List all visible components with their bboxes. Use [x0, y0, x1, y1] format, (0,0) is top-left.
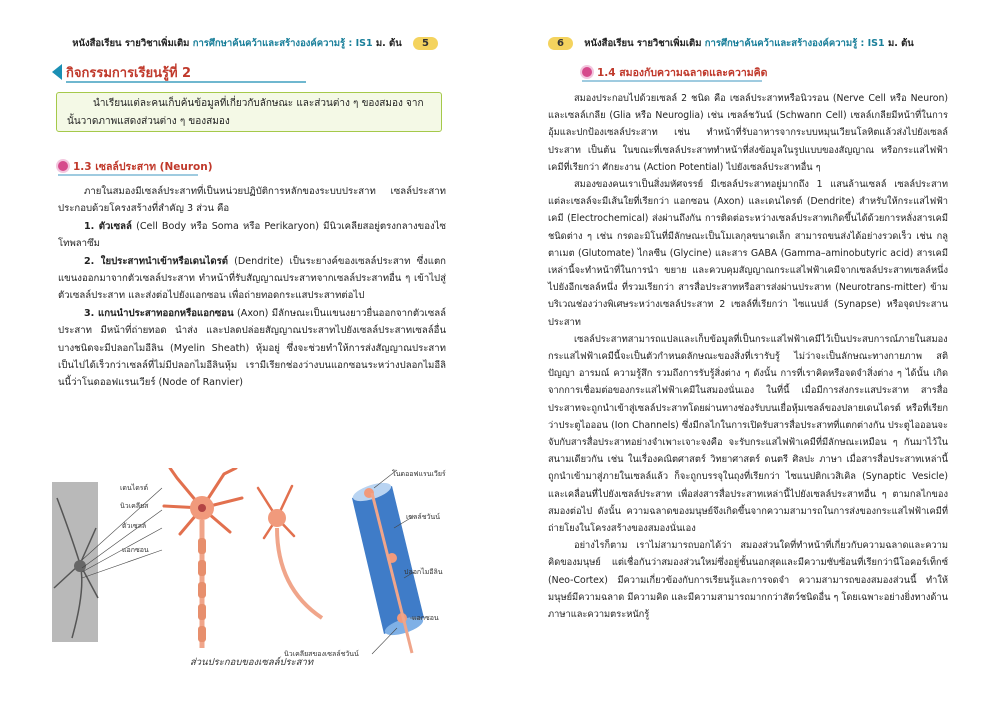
figure-label: โนดออฟแรนเวียร์ — [392, 470, 446, 478]
figure-label: เซลล์ชวันน์ — [406, 513, 440, 521]
neuron-figure — [52, 468, 452, 658]
micrograph-image — [52, 482, 98, 642]
paragraph: สมองประกอบไปด้วยเซลล์ 2 ชนิด คือ เซลล์ประสาทหรือนิวรอน (Nerve Cell หรือ Neuron) และเซลล์เกลีย (Glia หรือ Neuroglia) เช่น เซลล์ชวันน์ (Schwann Cell) เซลล์เกลียมีหน้าที่ในการอุ้มและปกป้องเซลล์ประสาท เช่น ทำหน้าที่รับอาหารจากระบบหมุนเวียนโลหิตแล้วส่งไปยังเซลล์ประสาท เป็นต้น ในขณะที่เซลล์ประสาททำหน้าที่ส่งข้อมูลในรูปแบบของสัญญาณ หรือกระแสไฟฟ้าเคมีที่เรียกว่า ศักยะงาน (Action Potential) ไปยังเซลล์ประสาทอื่น ๆ — [548, 93, 948, 173]
section-heading-text: 1.4 สมองกับความฉลาดและความคิด — [597, 67, 768, 79]
figure-label: ปลอกไมอีลิน — [404, 568, 443, 576]
divider — [66, 81, 306, 83]
body-text — [58, 183, 446, 392]
instruction-box — [56, 92, 442, 132]
page-header — [72, 36, 438, 51]
figure-label: เดนไดรต์ — [120, 484, 149, 492]
figure-label: ตัวเซลล์ — [122, 522, 147, 530]
paragraph: 2. ใยประสาทนำเข้าหรือเดนไดรต์ (Dendrite) เป็นระยางค์ของเซลล์ประสาท ซึ่งแตกแขนงออกมาจากตัวเซลล์ประสาท ทำหน้าที่รับสัญญาณประสาทจากเซลล์ประสาทอื่น ๆ เข้าไปสู่ตัวเซลล์ประสาท และส่งต่อไปยังแอกซอน เพื่อถ่ายทอดกระแสประสาทต่อไป — [58, 255, 446, 302]
book-title: หนังสือเรียน รายวิชาเพิ่มเติม — [584, 38, 702, 49]
paragraph: อย่างไรก็ตาม เราไม่สามารถบอกได้ว่า สมองส่วนใดที่ทำหน้าที่เกี่ยวกับความฉลาดและความคิดของมนุษย์ แต่เชื่อกันว่าสมองส่วนใหม่ซึ่งอยู่ชั้นนอกสุดและมีความซับซ้อนที่เรียกว่านีโอคอร์เท็กซ์ (Neo-Cortex) มีความเกี่ยวข้องกับการเรียนรู้และการจดจำ ความสามารถของสมองส่วนนี้ ทำให้มนุษย์มีความฉลาด มีความคิด และมีความสามารถมากกว่าสัตว์ชนิดอื่น ๆ โดยเฉพาะอย่างยิ่งทางด้านภาษาและความตระหนักรู้ — [548, 540, 948, 621]
paragraph: 1. ตัวเซลล์ (Cell Body หรือ Soma หรือ Perikaryon) มีนิวเคลียสอยู่ตรงกลางของไซโทพลาซึม — [58, 220, 447, 250]
paragraph: สมองของคนเราเป็นสิ่งมหัศจรรย์ มีเซลล์ประสาทอยู่มากถึง 1 แสนล้านเซลล์ เซลล์ประสาทแต่ละเซลล์จะมีเส้นใยที่เรียกว่า แอกซอน (Axon) และเดนไดรต์ (Dendrite) สำหรับให้กระแสไฟฟ้าเคมี (Electrochemical) ส่งผ่านถึงกัน การติดต่อระหว่างเซลล์ประสาทเกิดขึ้นได้ด้วยการหลั่งสารเคมีชนิดต่าง ๆ เช่น กรดอะมิโนที่มีลักษณะเป็นโมเลกุลขนาดเล็ก สามารถขนส่งได้อย่างรวดเร็ว เช่น กลูตาเมต (Glutomate) ไกลซีน (Glycine) และสาร GABA (Gamma–aminobutyric acid) สารเคมีเหล่านี้จะทำหน้าที่ในการนำ ขยาย และควบคุมสัญญาณกระแสไฟฟ้าเคมีจากเซลล์ประสาทเซลล์หนึ่งไปยังอีกเซลล์หนึ่ง ที่รวมเรียกว่า สารสื่อประสาทหรือสารส่งผ่านประสาท (Neurotrans-mitter) ข้ามบริเวณช่องว่างพิเศษระหว่างเซลล์ประสาท 2 เซลล์ที่เรียกว่า ไซแนปส์ (Synapse) หรือจุดประสานประสาท — [548, 179, 948, 328]
activity-title-text: กิจกรรมการเรียนรู้ที่ 2 — [66, 66, 192, 81]
body-text — [548, 90, 948, 623]
section-heading — [582, 64, 768, 80]
bullet-icon — [58, 161, 68, 171]
figure-label: แอกซอน — [412, 614, 439, 622]
subject-title: การศึกษาค้นคว้าและสร้างองค์ความรู้ : IS1 — [192, 38, 373, 49]
right-page — [500, 0, 1000, 710]
section-heading — [58, 158, 213, 174]
page-header — [548, 36, 914, 51]
figure-caption: ส่วนประกอบของเซลล์ประสาท — [190, 657, 314, 668]
level-label: ม. ต้น — [887, 38, 914, 49]
figure-label: แอกซอน — [122, 546, 149, 554]
paragraph: ภายในสมองมีเซลล์ประสาทที่เป็นหน่วยปฏิบัติการหลักของระบบประสาท เซลล์ประสาทประกอบด้วยโครงสร้างที่สำคัญ 3 ส่วน คือ — [58, 186, 446, 215]
divider — [582, 80, 762, 82]
bullet-icon — [582, 67, 592, 77]
activity-title — [52, 62, 312, 82]
section-heading-text: 1.3 เซลล์ประสาท (Neuron) — [73, 161, 213, 173]
neuron-illustration — [52, 468, 452, 658]
page-number: 5 — [413, 37, 438, 50]
paragraph: 3. แกนนำประสาทออกหรือแอกซอน (Axon) มีลักษณะเป็นแขนงยาวยื่นออกจากตัวเซลล์ประสาท มีหน้าที่ถ่ายทอด นำส่ง และปลดปล่อยสัญญาณประสาทไปยังเซลล์ประสาทเซลล์อื่น บางชนิดจะมีปลอกไมอีลิน (Myelin Sheath) หุ้มอยู่ ซึ่งจะช่วยทำให้การส่งสัญญาณประสาทเป็นไปได้เร็วกว่าเซลล์ที่ไม่มีปลอกไมอีลินหุ้ม เรามีเรียกช่องว่างบนแอกซอนระหว่างปลอกไมอีลินนี้ว่าโนดออฟแรนเวียร์ (Node of Ranvier) — [58, 307, 446, 389]
subject-title: การศึกษาค้นคว้าและสร้างองค์ความรู้ : IS1 — [704, 38, 885, 49]
page-number: 6 — [548, 37, 573, 50]
book-title: หนังสือเรียน รายวิชาเพิ่มเติม — [72, 38, 190, 49]
instruction-text: นำเรียนแต่ละคนเก็บค้นข้อมูลที่เกี่ยวกับลักษณะ และส่วนต่าง ๆ ของสมอง จากนั้นวาดภาพแสดงส่วนต่าง ๆ ของสมอง — [67, 98, 424, 127]
arrow-icon — [52, 64, 62, 80]
figure-label: นิวเคลียส — [120, 502, 149, 510]
divider — [58, 174, 198, 176]
level-label: ม. ต้น — [375, 38, 402, 49]
myelin-sheath — [351, 479, 425, 653]
figure-label: นิวเคลียสของเซลล์ชวันน์ — [284, 650, 359, 658]
paragraph: เซลล์ประสาทสามารถแปลและเก็บข้อมูลที่เป็นกระแสไฟฟ้าเคมีไว้เป็นประสบการณ์ภายในสมอง กระแสไฟฟ้าเคมีนี้จะเป็นตัวกำหนดลักษณะของสิ่งที่เรารับรู้ ไม่ว่าจะเป็นลักษณะทางกายภาพ สติปัญญา อารมณ์ ความรู้สึก รวมถึงการรับรู้สิ่งต่าง ๆ ดังนั้น การที่เราคิดหรือจดจำสิ่งต่าง ๆ ได้นั้น เกิดจากการเชื่อมต่อของกระแสไฟฟ้าเคมีในสมองนั่นเอง ในที่นี้ เมื่อมีการส่งกระแสประสาท สารสื่อประสาทจะถูกนำเข้าสู่เซลล์ประสาทโดยผ่านทางช่องรับบนเยื่อหุ้มเซลล์ของปลายเดนไดรต์ หรือที่เรียกว่าประตูไอออน (Ion Channels) ซึ่งมีกลไกในการเปิดรับสารสื่อประสาทที่แตกต่างกัน ประตูไอออนจะจับกับสารสื่อประสาทอย่างจำเพาะเจาะจงคือ จะรับกระแสไฟฟ้าเคมีที่มีลักษณะเหมือน ๆ กันมาไว้ในสนามเดียวกัน เช่น ในเรื่องคณิตศาสตร์ วิทยาศาสตร์ ดนตรี ศิลปะ ภาษา เมื่อสารสื่อประสาทเหล่านี้ถูกนำเข้ามาสู่ภายในเซลล์แล้ว ก็จะถูกบรรจุในถุงที่เรียกว่า ไซแนปติกเวสิเคิล (Synaptic Vesicle) และเคลื่อนที่ไปยังเซลล์ประสาท เพื่อส่งสารสื่อประสาทเหล่านี้ไปยังเซลล์ประสาทอื่น ๆ ตามกลไกของสมองต่อไป ดังนั้น ความฉลาดของมนุษย์จึงเกิดขึ้นจากความสามารถในการส่งของกระแสไฟฟ้าเคมีที่ถ่ายโยงในโครงสร้างของสมองนั่นเอง — [548, 333, 948, 535]
